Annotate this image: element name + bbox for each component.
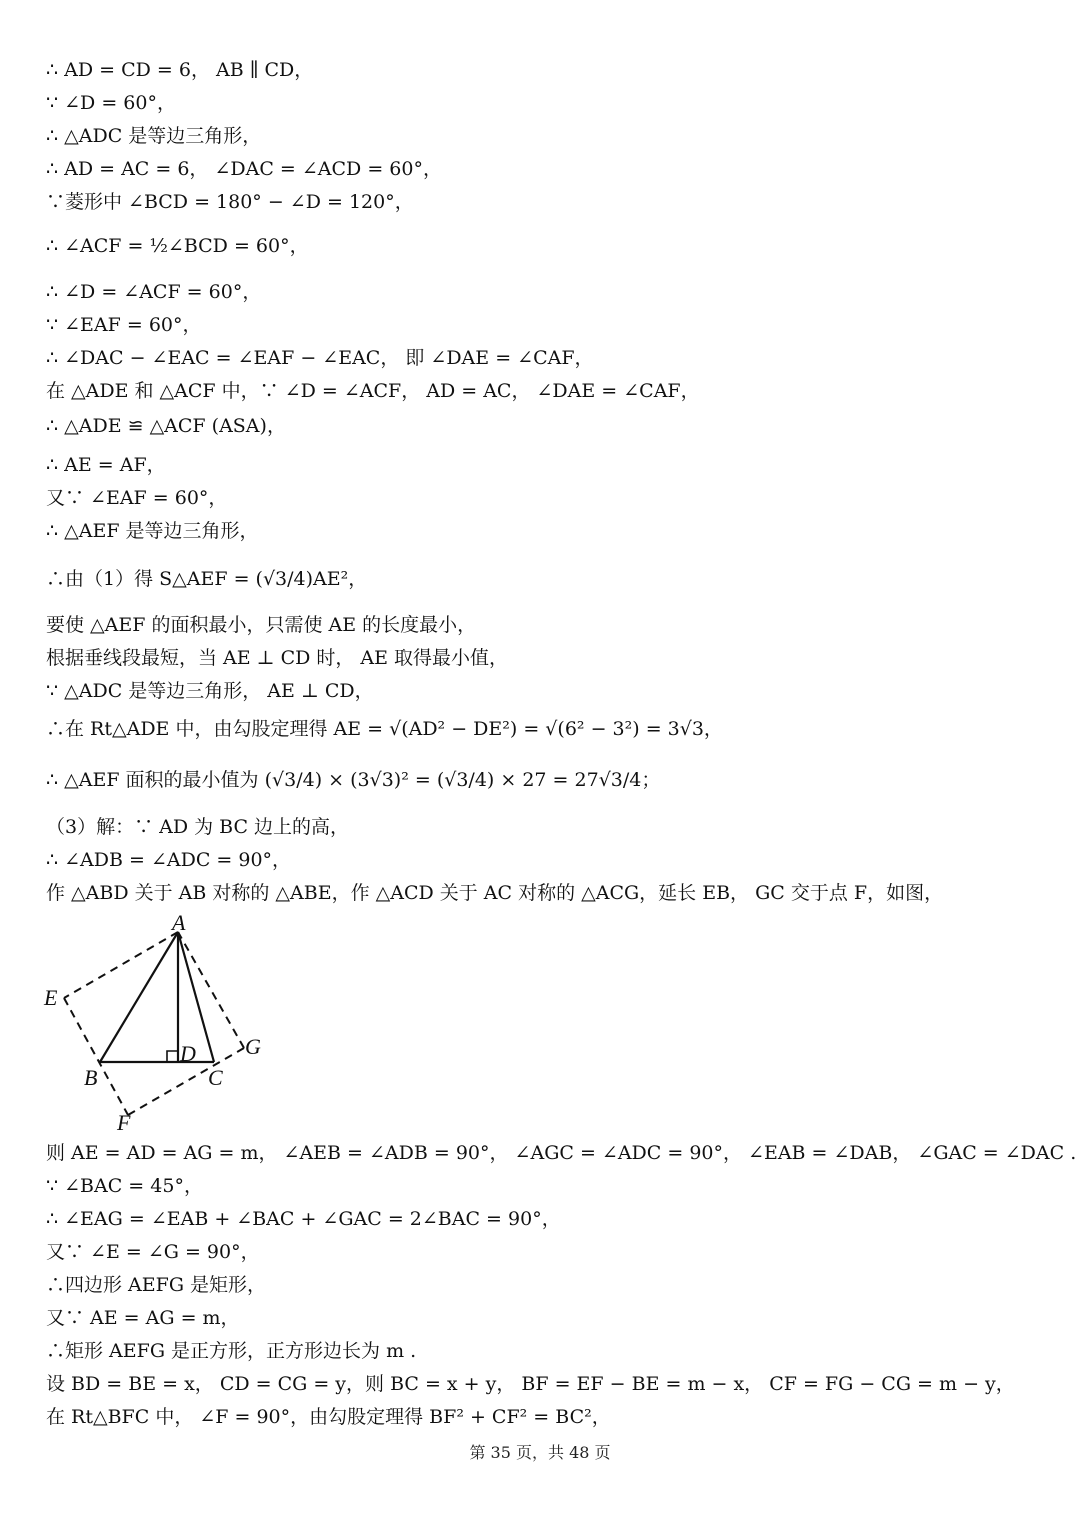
text-line: ∴ AD = AC = 6， ∠DAC = ∠ACD = 60°， <box>46 158 442 180</box>
text-line: ∴ ∠EAG = ∠EAB + ∠BAC + ∠GAC = 2∠BAC = 90°， <box>46 1208 561 1230</box>
text-line: ∴ ∠ACF = ½∠BCD = 60°， <box>46 235 309 257</box>
text-line: ∴由（1）得 S△AEF = (√3/4)AE²， <box>46 568 368 590</box>
text-line: 设 BD = BE = x， CD = CG = y，则 BC = x + y， BF = EF − BE = m − x， CF = FG − CG = m − y， <box>46 1373 1015 1395</box>
segment-ab <box>100 932 178 1062</box>
text-line: ∴ ∠DAC − ∠EAC = ∠EAF − ∠EAC， 即 ∠DAE = ∠CAF， <box>46 347 594 369</box>
text-line: ∴ ∠D = ∠ACF = 60°， <box>46 281 262 303</box>
text-line: ∴ △ADE ≌ △ACF (ASA)， <box>46 415 286 437</box>
text-line: 又∵ ∠EAF = 60°， <box>46 487 228 509</box>
text-line: ∴ AD = CD = 6， AB ∥ CD， <box>46 59 314 81</box>
geometry-figure <box>40 905 280 1145</box>
text-line: ∴ △ADC 是等边三角形， <box>46 125 262 147</box>
text-line: 又∵ ∠E = ∠G = 90°， <box>46 1241 260 1263</box>
text-line: ∵ △ADC 是等边三角形， AE ⊥ CD， <box>46 680 374 702</box>
text-line: ∵ ∠D = 60°， <box>46 92 176 114</box>
text-line: 根据垂线段最短，当 AE ⊥ CD 时， AE 取得最小值， <box>46 647 509 669</box>
right-angle-mark <box>167 1051 178 1062</box>
segment-ae <box>64 932 178 998</box>
label-c: C <box>208 1065 223 1090</box>
label-b: B <box>84 1065 98 1090</box>
text-line: ∴ ∠ADB = ∠ADC = 90°， <box>46 849 292 871</box>
text-line: 在 △ADE 和 △ACF 中，∵ ∠D = ∠ACF， AD = AC， ∠DAE = ∠CAF， <box>46 380 700 402</box>
text-line: ∵ ∠BAC = 45°， <box>46 1175 203 1197</box>
label-f: F <box>117 1110 131 1135</box>
text-line: ∴在 Rt△ADE 中，由勾股定理得 AE = √(AD² − DE²) = √(6² − 3²) = 3√3， <box>46 718 723 740</box>
text-line: ∴四边形 AEFG 是矩形， <box>46 1274 267 1296</box>
text-line: 则 AE = AD = AG = m， ∠AEB = ∠ADB = 90°， ∠AGC = ∠ADC = 90°， ∠EAB = ∠DAB， ∠GAC = ∠DAC . <box>46 1142 1077 1164</box>
text-line: ∴ △AEF 是等边三角形， <box>46 520 259 542</box>
page-footer: 第 35 页，共 48 页 <box>469 1443 611 1462</box>
text-line: ∴ △AEF 面积的最小值为 (√3/4) × (3√3)² = (√3/4) × 27 = 27√3/4； <box>46 769 661 791</box>
segment-ef <box>64 998 128 1115</box>
label-d: D <box>180 1041 196 1066</box>
text-line: ∴ AE = AF， <box>46 454 166 476</box>
text-line: ∵菱形中 ∠BCD = 180° − ∠D = 120°， <box>46 191 414 213</box>
text-line: ∴矩形 AEFG 是正方形，正方形边长为 m . <box>46 1340 417 1362</box>
label-e: E <box>44 985 58 1010</box>
text-line: 又∵ AE = AG = m， <box>46 1307 240 1329</box>
text-line: 要使 △AEF 的面积最小，只需使 AE 的长度最小， <box>46 614 477 636</box>
segment-ga <box>178 932 244 1048</box>
text-line: （3）解：∵ AD 为 BC 边上的高， <box>46 816 350 838</box>
text-line: ∵ ∠EAF = 60°， <box>46 314 202 336</box>
label-g: G <box>245 1034 261 1059</box>
text-line: 作 △ABD 关于 AB 对称的 △ABE，作 △ACD 关于 AC 对称的 △ACG，延长 EB， GC 交于点 F，如图， <box>46 882 944 904</box>
label-a: A <box>172 910 186 935</box>
text-line: 在 Rt△BFC 中， ∠F = 90°，由勾股定理得 BF² + CF² = BC²， <box>46 1406 611 1428</box>
